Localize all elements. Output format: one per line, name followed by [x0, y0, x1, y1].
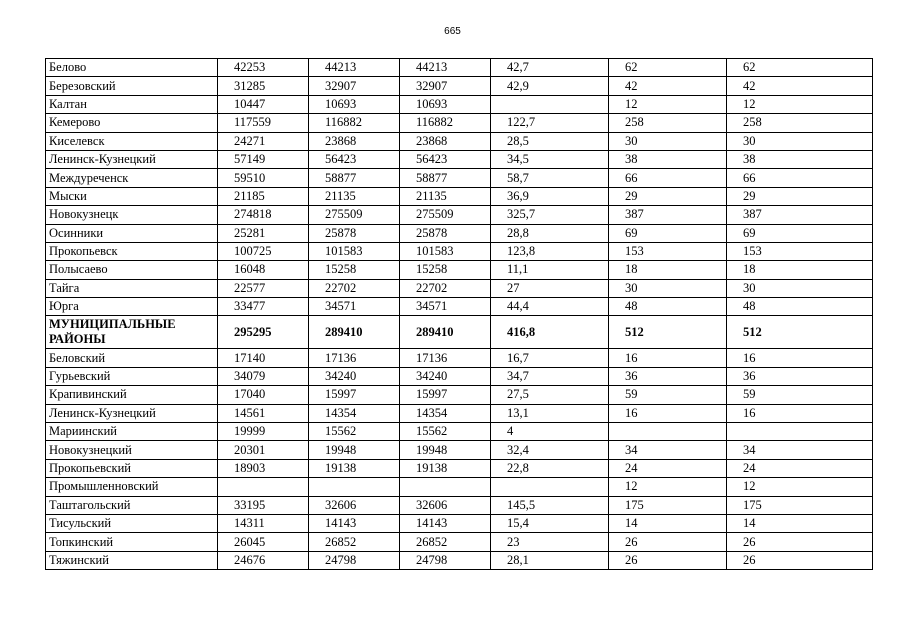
- value-cell-4: 28,1: [491, 551, 609, 569]
- value-cell-2: 289410: [309, 316, 400, 349]
- value-cell-6: 387: [727, 206, 873, 224]
- value-cell-3: 34571: [400, 298, 491, 316]
- value-cell-5: 48: [609, 298, 727, 316]
- value-cell-6: 16: [727, 404, 873, 422]
- value-cell-5: 34: [609, 441, 727, 459]
- value-cell-5: 36: [609, 367, 727, 385]
- table-row: [46, 367, 873, 385]
- value-cell-2: 23868: [309, 132, 400, 150]
- row-name-cell: Ленинск-Кузнецкий: [46, 404, 218, 422]
- value-cell-4: 42,7: [491, 59, 609, 77]
- value-cell-2: 58877: [309, 169, 400, 187]
- value-cell-4: 122,7: [491, 114, 609, 132]
- value-cell-2: 17136: [309, 349, 400, 367]
- value-cell-1: 18903: [218, 459, 309, 477]
- value-cell-2: 32907: [309, 77, 400, 95]
- row-name-cell: Тяжинский: [46, 551, 218, 569]
- value-cell-6: 12: [727, 95, 873, 113]
- value-cell-1: 24676: [218, 551, 309, 569]
- value-cell-1: 274818: [218, 206, 309, 224]
- row-name-cell: Тайга: [46, 279, 218, 297]
- value-cell-6: 42: [727, 77, 873, 95]
- value-cell-2: 34571: [309, 298, 400, 316]
- value-cell-1: 42253: [218, 59, 309, 77]
- value-cell-5: 26: [609, 533, 727, 551]
- value-cell-3: 23868: [400, 132, 491, 150]
- row-name-cell: Березовский: [46, 77, 218, 95]
- value-cell-4: 16,7: [491, 349, 609, 367]
- value-cell-5: 258: [609, 114, 727, 132]
- value-cell-6: [727, 423, 873, 441]
- table-row: [46, 298, 873, 316]
- value-cell-4: 28,5: [491, 132, 609, 150]
- table-row: [46, 404, 873, 422]
- value-cell-4: 42,9: [491, 77, 609, 95]
- value-cell-5: 26: [609, 551, 727, 569]
- value-cell-1: 100725: [218, 242, 309, 260]
- value-cell-6: 38: [727, 150, 873, 168]
- row-name-cell: Топкинский: [46, 533, 218, 551]
- value-cell-6: 14: [727, 514, 873, 532]
- value-cell-3: 44213: [400, 59, 491, 77]
- value-cell-6: 30: [727, 279, 873, 297]
- value-cell-2: 101583: [309, 242, 400, 260]
- table-row: [46, 423, 873, 441]
- value-cell-3: 14354: [400, 404, 491, 422]
- value-cell-6: 175: [727, 496, 873, 514]
- table-row: [46, 59, 873, 77]
- value-cell-4: 22,8: [491, 459, 609, 477]
- page-number: 665: [444, 26, 461, 37]
- table-row: [46, 114, 873, 132]
- value-cell-2: [309, 478, 400, 496]
- value-cell-2: 15562: [309, 423, 400, 441]
- table-row: [46, 169, 873, 187]
- value-cell-1: 25281: [218, 224, 309, 242]
- value-cell-2: 19948: [309, 441, 400, 459]
- row-name-cell: Мыски: [46, 187, 218, 205]
- value-cell-3: 56423: [400, 150, 491, 168]
- value-cell-2: 14143: [309, 514, 400, 532]
- table-row: [46, 496, 873, 514]
- value-cell-5: 153: [609, 242, 727, 260]
- value-cell-5: 30: [609, 132, 727, 150]
- value-cell-1: 31285: [218, 77, 309, 95]
- value-cell-2: 19138: [309, 459, 400, 477]
- value-cell-4: 416,8: [491, 316, 609, 349]
- value-cell-6: 24: [727, 459, 873, 477]
- row-name-cell: Прокопьевск: [46, 242, 218, 260]
- table-row: [46, 279, 873, 297]
- table-row: [46, 441, 873, 459]
- row-name-cell: Таштагольский: [46, 496, 218, 514]
- value-cell-6: 30: [727, 132, 873, 150]
- value-cell-6: 16: [727, 349, 873, 367]
- row-name-cell: Ленинск-Кузнецкий: [46, 150, 218, 168]
- value-cell-5: [609, 423, 727, 441]
- table-row: [46, 459, 873, 477]
- value-cell-4: 32,4: [491, 441, 609, 459]
- value-cell-1: 19999: [218, 423, 309, 441]
- value-cell-5: 16: [609, 404, 727, 422]
- value-cell-6: 34: [727, 441, 873, 459]
- value-cell-4: 15,4: [491, 514, 609, 532]
- value-cell-1: 117559: [218, 114, 309, 132]
- value-cell-1: 295295: [218, 316, 309, 349]
- value-cell-6: 62: [727, 59, 873, 77]
- value-cell-2: 44213: [309, 59, 400, 77]
- value-cell-2: 32606: [309, 496, 400, 514]
- value-cell-3: 15997: [400, 386, 491, 404]
- value-cell-4: [491, 478, 609, 496]
- row-name-cell: Междуреченск: [46, 169, 218, 187]
- value-cell-1: 20301: [218, 441, 309, 459]
- value-cell-4: 27,5: [491, 386, 609, 404]
- value-cell-4: 4: [491, 423, 609, 441]
- value-cell-2: 275509: [309, 206, 400, 224]
- value-cell-1: 33477: [218, 298, 309, 316]
- row-name-cell: Киселевск: [46, 132, 218, 150]
- value-cell-3: 32907: [400, 77, 491, 95]
- value-cell-5: 12: [609, 95, 727, 113]
- table-row: [46, 533, 873, 551]
- value-cell-5: 62: [609, 59, 727, 77]
- value-cell-3: 25878: [400, 224, 491, 242]
- value-cell-5: 387: [609, 206, 727, 224]
- value-cell-3: 15562: [400, 423, 491, 441]
- value-cell-3: 34240: [400, 367, 491, 385]
- value-cell-1: 21185: [218, 187, 309, 205]
- value-cell-3: 24798: [400, 551, 491, 569]
- value-cell-1: 16048: [218, 261, 309, 279]
- value-cell-1: 10447: [218, 95, 309, 113]
- table-row: [46, 514, 873, 532]
- value-cell-1: [218, 478, 309, 496]
- value-cell-3: 15258: [400, 261, 491, 279]
- value-cell-6: 66: [727, 169, 873, 187]
- value-cell-3: 19138: [400, 459, 491, 477]
- value-cell-6: 48: [727, 298, 873, 316]
- value-cell-1: 24271: [218, 132, 309, 150]
- value-cell-4: 11,1: [491, 261, 609, 279]
- value-cell-6: 258: [727, 114, 873, 132]
- value-cell-4: 34,7: [491, 367, 609, 385]
- value-cell-2: 14354: [309, 404, 400, 422]
- row-name-cell: Беловский: [46, 349, 218, 367]
- row-name-cell: Юрга: [46, 298, 218, 316]
- value-cell-1: 57149: [218, 150, 309, 168]
- value-cell-5: 59: [609, 386, 727, 404]
- row-name-cell: Гурьевский: [46, 367, 218, 385]
- table-body: [46, 59, 873, 570]
- value-cell-2: 24798: [309, 551, 400, 569]
- value-cell-2: 22702: [309, 279, 400, 297]
- row-name-cell: МУНИЦИПАЛЬНЫЕ РАЙОНЫ: [46, 316, 218, 349]
- value-cell-4: 123,8: [491, 242, 609, 260]
- value-cell-2: 10693: [309, 95, 400, 113]
- value-cell-2: 26852: [309, 533, 400, 551]
- value-cell-2: 25878: [309, 224, 400, 242]
- value-cell-2: 116882: [309, 114, 400, 132]
- value-cell-3: 10693: [400, 95, 491, 113]
- value-cell-5: 175: [609, 496, 727, 514]
- value-cell-1: 26045: [218, 533, 309, 551]
- table-row: [46, 206, 873, 224]
- value-cell-5: 16: [609, 349, 727, 367]
- row-name-cell: Тисульский: [46, 514, 218, 532]
- value-cell-6: 512: [727, 316, 873, 349]
- value-cell-3: 22702: [400, 279, 491, 297]
- value-cell-1: 22577: [218, 279, 309, 297]
- value-cell-6: 36: [727, 367, 873, 385]
- value-cell-3: 32606: [400, 496, 491, 514]
- value-cell-3: 101583: [400, 242, 491, 260]
- table-row: [46, 386, 873, 404]
- table-row: [46, 224, 873, 242]
- table-row: [46, 187, 873, 205]
- value-cell-2: 15997: [309, 386, 400, 404]
- value-cell-5: 66: [609, 169, 727, 187]
- row-name-cell: Крапивинский: [46, 386, 218, 404]
- row-name-cell: Осинники: [46, 224, 218, 242]
- row-name-cell: Кемерово: [46, 114, 218, 132]
- value-cell-6: 29: [727, 187, 873, 205]
- row-name-cell: Новокузнецк: [46, 206, 218, 224]
- value-cell-3: 17136: [400, 349, 491, 367]
- value-cell-3: 275509: [400, 206, 491, 224]
- value-cell-4: 28,8: [491, 224, 609, 242]
- value-cell-3: [400, 478, 491, 496]
- value-cell-5: 29: [609, 187, 727, 205]
- value-cell-5: 42: [609, 77, 727, 95]
- value-cell-4: 58,7: [491, 169, 609, 187]
- value-cell-4: 44,4: [491, 298, 609, 316]
- value-cell-5: 38: [609, 150, 727, 168]
- table-row: [46, 242, 873, 260]
- value-cell-5: 14: [609, 514, 727, 532]
- value-cell-3: 26852: [400, 533, 491, 551]
- value-cell-1: 59510: [218, 169, 309, 187]
- value-cell-5: 30: [609, 279, 727, 297]
- value-cell-1: 14561: [218, 404, 309, 422]
- value-cell-6: 153: [727, 242, 873, 260]
- row-name-cell: Мариинский: [46, 423, 218, 441]
- value-cell-4: 325,7: [491, 206, 609, 224]
- value-cell-4: 23: [491, 533, 609, 551]
- value-cell-3: 19948: [400, 441, 491, 459]
- row-name-cell: Полысаево: [46, 261, 218, 279]
- value-cell-4: 36,9: [491, 187, 609, 205]
- value-cell-2: 34240: [309, 367, 400, 385]
- value-cell-2: 56423: [309, 150, 400, 168]
- table-row: [46, 132, 873, 150]
- table-row: [46, 551, 873, 569]
- value-cell-6: 26: [727, 533, 873, 551]
- value-cell-1: 14311: [218, 514, 309, 532]
- row-name-cell: Калтан: [46, 95, 218, 113]
- value-cell-5: 18: [609, 261, 727, 279]
- value-cell-3: 14143: [400, 514, 491, 532]
- table-row: [46, 349, 873, 367]
- value-cell-6: 26: [727, 551, 873, 569]
- row-name-cell: Промышленновский: [46, 478, 218, 496]
- value-cell-6: 18: [727, 261, 873, 279]
- row-name-cell: Белово: [46, 59, 218, 77]
- table-row: [46, 261, 873, 279]
- table-row: [46, 478, 873, 496]
- value-cell-3: 21135: [400, 187, 491, 205]
- value-cell-3: 116882: [400, 114, 491, 132]
- value-cell-3: 289410: [400, 316, 491, 349]
- table-row-group-header: [46, 316, 873, 349]
- row-name-cell: Прокопьевский: [46, 459, 218, 477]
- table-row: [46, 150, 873, 168]
- value-cell-5: 69: [609, 224, 727, 242]
- value-cell-4: 27: [491, 279, 609, 297]
- table-row: [46, 95, 873, 113]
- value-cell-4: 13,1: [491, 404, 609, 422]
- value-cell-6: 12: [727, 478, 873, 496]
- value-cell-5: 512: [609, 316, 727, 349]
- value-cell-3: 58877: [400, 169, 491, 187]
- value-cell-5: 24: [609, 459, 727, 477]
- value-cell-1: 34079: [218, 367, 309, 385]
- value-cell-1: 33195: [218, 496, 309, 514]
- value-cell-2: 15258: [309, 261, 400, 279]
- value-cell-6: 59: [727, 386, 873, 404]
- data-table: [45, 58, 873, 570]
- row-name-cell: Новокузнецкий: [46, 441, 218, 459]
- value-cell-4: [491, 95, 609, 113]
- value-cell-2: 21135: [309, 187, 400, 205]
- table-row: [46, 77, 873, 95]
- value-cell-5: 12: [609, 478, 727, 496]
- value-cell-4: 34,5: [491, 150, 609, 168]
- value-cell-1: 17040: [218, 386, 309, 404]
- value-cell-4: 145,5: [491, 496, 609, 514]
- value-cell-1: 17140: [218, 349, 309, 367]
- value-cell-6: 69: [727, 224, 873, 242]
